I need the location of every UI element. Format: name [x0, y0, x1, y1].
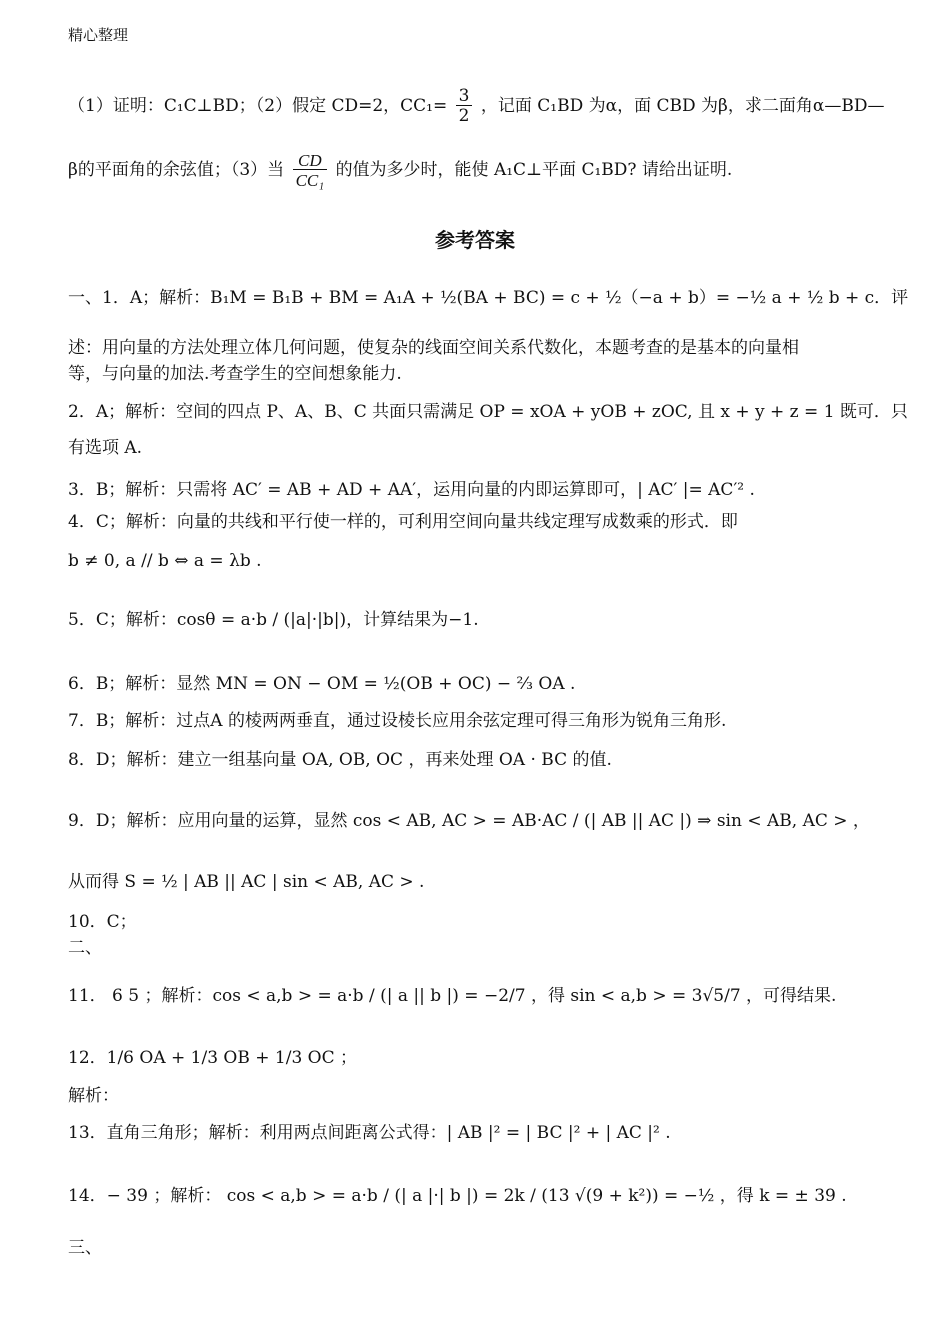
fraction-cd-cc1 [293, 152, 328, 189]
answer-line: 3．B；解析：只需将 AC′ = AB + AD + AA′，运用向量的内即运算即可，| AC′ |= AC′² . [68, 480, 755, 500]
answer-line: 10．C； [68, 912, 137, 932]
answer-line: 5．C；解析：cosθ = a·b / (|a|·|b|)，计算结果为−1. [68, 610, 479, 630]
section-heading: 三、 [68, 1238, 102, 1258]
answer-line: 6．B；解析：显然 MN = ON − OM = ½(OB + OC) − ⅔ OA . [68, 674, 576, 694]
fraction-3-2 [456, 88, 473, 125]
answer-line: 从而得 S = ½ | AB || AC | sin < AB, AC > . [68, 872, 425, 892]
answer-line: 13．直角三角形；解析：利用两点间距离公式得：| AB |² = | BC |² + | AC |² . [68, 1123, 671, 1143]
answer-line: 一、1．A；解析：B₁M = B₁B + BM = A₁A + ½(BA + BC) = c + ½（−a + b）= −½ a + ½ b + c．评 [68, 288, 909, 308]
answer-title: 参考答案 [435, 228, 515, 252]
answer-line: 4．C；解析：向量的共线和平行使一样的，可利用空间向量共线定理写成数乘的形式．即 [68, 512, 738, 532]
problem-line-1b: ，记面 C₁BD 为α，面 CBD 为β，求二面角α—BD— [480, 96, 885, 116]
problem-line-1a: （1）证明：C₁C⊥BD；（2）假定 CD=2，CC₁= [68, 96, 448, 116]
answer-line: 12．1/6 OA + 1/3 OB + 1/3 OC ； [68, 1048, 358, 1068]
frac2-num: CD [298, 151, 322, 170]
answer-line: 有选项 A. [68, 438, 143, 458]
frac2-den: CC₁ [293, 169, 328, 189]
section-heading: 二、 [68, 938, 102, 958]
problem-line-2 [68, 152, 732, 189]
page-header: 精心整理 [68, 26, 129, 44]
answer-line: b ≠ 0, a // b ⇔ a = λb . [68, 551, 262, 571]
answer-line: 9．D；解析：应用向量的运算，显然 cos < AB, AC > = AB·AC / (| AB || AC |) ⇒ sin < AB, AC > ， [68, 811, 870, 831]
answer-line: 8．D；解析：建立一组基向量 OA, OB, OC ，再来处理 OA · BC 的值. [68, 750, 612, 770]
answer-line: 14．− 39 ；解析： cos < a,b > = a·b / (| a |·| b |) = 2k / (13 √(9 + k²)) = −½ ，得 k = ± 39 . [68, 1186, 847, 1206]
problem-line-2b: 的值为多少时，能使 A₁C⊥平面 C₁BD? 请给出证明. [335, 160, 733, 180]
problem-line-1 [68, 88, 885, 125]
frac1-den: 2 [456, 105, 473, 125]
frac1-num: 3 [458, 86, 470, 106]
answer-line: 7．B；解析：过点A 的棱两两垂直，通过设棱长应用余弦定理可得三角形为锐角三角形. [68, 711, 727, 731]
answer-line: 11． 6 5 ；解析：cos < a,b > = a·b / (| a || b |) = −2/7 ，得 sin < a,b > = 3√5/7 ，可得结果. [68, 986, 837, 1006]
answer-line: 解析： [68, 1086, 119, 1106]
answer-line: 等，与向量的加法.考查学生的空间想象能力. [68, 364, 402, 384]
problem-line-2a: β的平面角的余弦值；（3）当 [68, 160, 285, 180]
answer-line: 述：用向量的方法处理立体几何问题，使复杂的线面空间关系代数化，本题考查的是基本的向量相 [68, 338, 799, 358]
answer-line: 2．A；解析：空间的四点 P、A、B、C 共面只需满足 OP = xOA + yOB + zOC, 且 x + y + z = 1 既可．只 [68, 402, 908, 422]
